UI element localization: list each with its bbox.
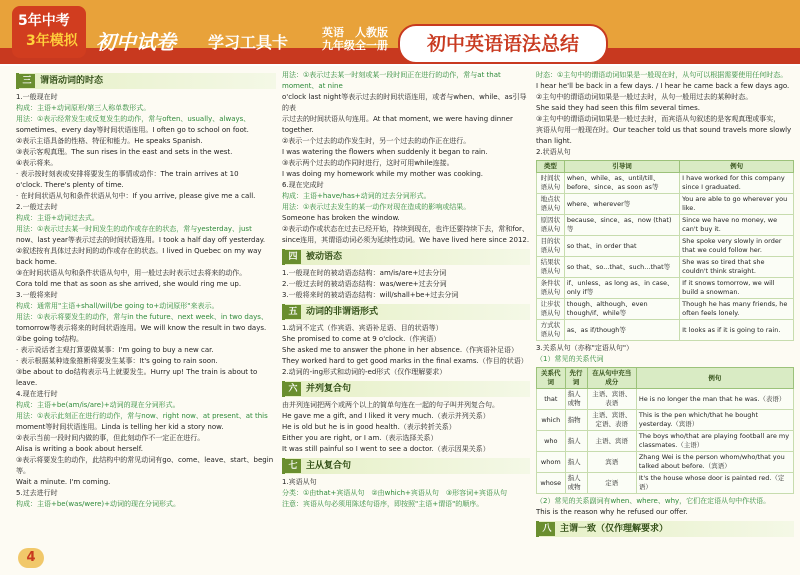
- text-line: 3.一般将来时: [16, 291, 58, 299]
- table-cell: 时间状语从句: [537, 173, 565, 194]
- text-line: · 表示按时刻表或安排将要发生的事情或动作：The train arrives at 10: [16, 170, 239, 178]
- text-line: 示过去的时间状语从句连用。At that moment, we were having dinner together.: [282, 115, 513, 134]
- text-line: back home.: [16, 258, 57, 266]
- section-header-6: [282, 381, 530, 397]
- text-line: · 表示说话者主观打算要做某事：I'm going to buy a new car.: [16, 346, 214, 354]
- table-cell: whose: [537, 473, 566, 494]
- table-cell: whom: [537, 452, 566, 473]
- text-line: since连用，其谓语动词必须为延续性动词。We have lived here since 2012.: [282, 236, 530, 244]
- table-cell: 主语、宾语: [587, 431, 636, 452]
- text-line: She asked me to answer the phone in her absence.（作宾语补足语）: [282, 346, 519, 354]
- section-title: 并列复合句: [306, 383, 352, 394]
- table-cell: She spoke very slowly in order that we could follow her.: [680, 236, 794, 257]
- text-line: 由并列连词把两个或两个以上的简单句连在一起的句子叫并列复合句。: [282, 401, 499, 409]
- text-line: ②表示一个过去的动作发生时，另一个过去的动作正在进行。: [282, 137, 471, 145]
- text-line: 用法：①表示过去发生的某一动作对现在造成的影响或结果。: [282, 203, 471, 211]
- section-title: 谓语动词的时态: [40, 75, 104, 86]
- complex-notes: [282, 477, 530, 510]
- table-row: [537, 452, 794, 473]
- table-row: [537, 257, 794, 278]
- text-line: I was watering the flowers when suddenly it began to rain.: [282, 148, 488, 156]
- text-line: tomorrow等表示将来的时间状语连用。We will know the result in two days.: [16, 324, 267, 332]
- text-line: I hear he'll be back in a few days. / I hear he came back a few days ago.: [536, 82, 790, 90]
- table-cell: 方式状语从句: [537, 320, 565, 341]
- text-line: Alisa is writing a book about herself.: [16, 445, 143, 453]
- text-line: ③表示两个过去的动作同时进行，这时可用while连接。: [282, 159, 454, 167]
- table-cell: This is the pen which/that he bought yesterday.（宾语）: [636, 410, 793, 431]
- column-right: [536, 70, 794, 560]
- text-line: ②主句中的谓语动词如果是一般过去时，从句一般用过去的某种时态。: [536, 93, 753, 101]
- text-line: ③主句中的谓语动词如果是一般过去时，而宾语从句叙述的是客观真理或事实，: [536, 115, 781, 123]
- text-line: 用法：①表示将要发生的动作，常与in the future、next week、in two days、: [16, 313, 268, 321]
- table-row: [537, 236, 794, 257]
- text-line: 1.一般现在时: [16, 93, 58, 101]
- text-line: ③在时间状语从句和条件状语从句中，用一般过去时表示过去将来的动作。: [16, 269, 247, 277]
- non-finite-notes: [282, 323, 530, 378]
- text-line: moment等时间状语连用。Linda is telling her kid a story now.: [16, 423, 224, 431]
- text-line: 构成：主语+have/has+动词的过去分词形式。: [282, 192, 431, 200]
- text-line: 1.宾语从句: [282, 478, 317, 486]
- table-header-cell: 在从句中充当成分: [587, 368, 636, 389]
- text-line: ④表示将来。: [16, 159, 58, 167]
- column-left: [16, 70, 276, 560]
- section-title: 主从复合句: [306, 460, 352, 471]
- text-line: ②表示当前一段时间内做的事，但此刻动作不一定正在进行。: [16, 434, 205, 442]
- table-cell: 地点状语从句: [537, 194, 565, 215]
- table-cell: 指人或物: [565, 389, 587, 410]
- text-line: It was still painful so I went to see a doctor.（表示因果关系）: [282, 445, 490, 453]
- text-line: 注意：宾语从句必须用陈述句语序，即按照"主语+谓语"的顺序。: [282, 500, 484, 508]
- section-number: 八: [539, 522, 555, 536]
- table-cell: You are able to go wherever you like.: [680, 194, 794, 215]
- table-cell: 定语: [587, 473, 636, 494]
- table-cell: 结果状语从句: [537, 257, 565, 278]
- section-title: 被动语态: [306, 251, 343, 262]
- text-line: sometimes、every day等时间状语连用。I often go to school on foot.: [16, 126, 249, 134]
- relative-adverb-example: This is the reason why he refused our offer.: [536, 508, 688, 516]
- table-row: [537, 194, 794, 215]
- table-row: [537, 278, 794, 299]
- text-line: ②be going to结构。: [16, 335, 84, 343]
- text-line: · 表示根据某种迹象推断将要发生某事：It's going to rain soon.: [16, 357, 218, 365]
- table-cell: 指人: [565, 452, 587, 473]
- meta-line2: 九年级全一册: [322, 39, 388, 52]
- object-clause-notes: [536, 70, 794, 158]
- table-cell: The boys who/that are playing football are my classmates.（主语）: [636, 431, 793, 452]
- table-cell: 目的状语从句: [537, 236, 565, 257]
- table-cell: 条件状语从句: [537, 278, 565, 299]
- text-line: He gave me a gift, and I liked it very much.（表示并列关系）: [282, 412, 490, 420]
- text-line: 4.现在进行时: [16, 390, 58, 398]
- text-line: 5.过去进行时: [16, 489, 58, 497]
- table-cell: It looks as if it is going to rain.: [680, 320, 794, 341]
- text-line: ②表示主语具备的性格、特征和能力。He speaks Spanish.: [16, 137, 203, 145]
- table-cell: where、wherever等: [564, 194, 679, 215]
- table-row: [537, 389, 794, 410]
- relative-clause-intro: 3.关系从句（亦称"定语从句"）: [536, 344, 634, 352]
- table-header-cell: 例句: [680, 161, 794, 173]
- logo-line1: 5年中考: [18, 13, 70, 29]
- text-line: ③表示将要发生的动作，此结构中的常见动词有go、come、leave、start、begin等。: [16, 456, 274, 475]
- page-number: 4: [18, 548, 44, 568]
- table-header-cell: 先行词: [565, 368, 587, 389]
- text-line: He is old but he is in good health.（表示转折关系）: [282, 423, 456, 431]
- section-title: 主谓一致（仅作理解要求）: [560, 523, 669, 534]
- section-header-4: [282, 249, 530, 265]
- table-cell: She was so tired that she couldn't think straight.: [680, 257, 794, 278]
- text-line: 宾语从句用一般现在时。Our teacher told us that sound travels more slowly than light.: [536, 126, 792, 145]
- series-name: 初中试卷: [96, 30, 176, 54]
- table-cell: if、unless、as long as、in case、only if等: [564, 278, 679, 299]
- table-cell: Though he has many friends, he often feels lonely.: [680, 299, 794, 320]
- section-number: 六: [285, 382, 301, 396]
- table-cell: If it snows tomorrow, we will build a snowman.: [680, 278, 794, 299]
- table-row: [537, 299, 794, 320]
- table-cell: 原因状语从句: [537, 215, 565, 236]
- text-line: 构成：主语+be(was/were)+动词的现在分词形式。: [16, 500, 181, 508]
- section-title: 动词的非谓语形式: [306, 306, 379, 317]
- text-line: 2.动词的-ing形式和动词的-ed形式（仅作理解要求）: [282, 368, 447, 376]
- text-line: 构成：主语+be(am/is/are)+动词的现在分词形式。: [16, 401, 180, 409]
- text-line: ②叙述按有具体过去时间的动作或存在的状态。I lived in Quebec on my way: [16, 247, 262, 255]
- text-line: 2.状语从句: [536, 148, 571, 156]
- text-line: She promised to come at 9 o'clock.（作宾语）: [282, 335, 441, 343]
- text-line: o'clock. There's plenty of time.: [16, 181, 124, 189]
- text-line: 用法：①表示此刻正在进行的动作，常与now、right now、at present、at this: [16, 412, 268, 420]
- text-line: Someone has broken the window.: [282, 214, 400, 222]
- text-line: 构成：通常用"主语+shall/will/be going to+动词原形"来表示。: [16, 302, 219, 310]
- text-line: 2.一般过去时: [16, 203, 58, 211]
- adverbial-clause-table: [536, 160, 794, 341]
- column-middle: [282, 70, 530, 560]
- table-header-cell: 引导词: [564, 161, 679, 173]
- table-cell: who: [537, 431, 566, 452]
- text-line: ②表示动作或状态在过去已经开始，持续到现在，也许还要持续下去，常和for、: [282, 225, 529, 233]
- text-line: 时态：①主句中的谓语动词如果是一般现在时，从句可以根据需要使用任何时态。: [536, 71, 788, 79]
- section-number: 四: [285, 250, 301, 264]
- table-cell: Zhang Wei is the person whom/who/that you talked about before.（宾语）: [636, 452, 793, 473]
- relative-pronoun-table: [536, 367, 794, 494]
- text-line: 2.一般过去时的被动语态结构：was/were+过去分词: [282, 280, 447, 288]
- table-cell: I have worked for this company since I graduated.: [680, 173, 794, 194]
- table-row: [537, 320, 794, 341]
- table-cell: He is no longer the man that he was.（表语）: [636, 389, 793, 410]
- table-cell: 指人或物: [565, 473, 587, 494]
- text-line: 构成：主语+动词原形/第三人称单数形式。: [16, 104, 151, 112]
- table-header-row: [537, 161, 794, 173]
- text-line: I was doing my homework while my mother was cooking.: [282, 170, 484, 178]
- text-line: 1.一般现在时的被动语态结构：am/is/are+过去分词: [282, 269, 447, 277]
- text-line: They worked hard to get good marks in the final exams.（作目的状语）: [282, 357, 528, 365]
- logo-line2: 3年模拟: [26, 33, 78, 49]
- section-number: 七: [285, 459, 301, 473]
- section-header-7: [282, 458, 530, 474]
- book-meta: [322, 26, 388, 52]
- section-number: 五: [285, 305, 301, 319]
- relative-adverb-note: （2）常见的关系副词有when、where、why，它们在定语从句中作状语。: [536, 497, 771, 505]
- text-line: · 在时间状语从句和条件状语从句中：If you arrive, please give me a call.: [16, 192, 256, 200]
- text-line: 1.动词不定式（作宾语、宾语补足语、目的状语等）: [282, 324, 443, 332]
- table-cell: though、although、even though/if、while等: [564, 299, 679, 320]
- table-row: [537, 431, 794, 452]
- table-cell: 宾语: [587, 452, 636, 473]
- table-cell: which: [537, 410, 566, 431]
- text-line: now、last year等表示过去的时间状语连用。I took a half day off yesterday.: [16, 236, 266, 244]
- text-line: 分类：①由that+宾语从句 ②由which+宾语从句 ③形容词+宾语从句: [282, 489, 508, 497]
- text-line: She said they had seen this film several times.: [536, 104, 700, 112]
- table-cell: so that、so...that、such...that等: [564, 257, 679, 278]
- section-header-5: [282, 304, 530, 320]
- text-line: 用法：①表示过去某一时刻或某一段时间正在进行的动作，常与at that moment、at nine: [282, 71, 501, 90]
- text-line: Cora told me that as soon as she arrived, she would ring me up.: [16, 280, 242, 288]
- text-line: Wait a minute. I'm coming.: [16, 478, 111, 486]
- table-cell: 主语、宾语、表语: [587, 389, 636, 410]
- series-logo: [12, 6, 86, 58]
- text-line: 构成：主语+动词过去式。: [16, 214, 99, 222]
- table-cell: as、as if/though等: [564, 320, 679, 341]
- table-header-cell: 关系代词: [537, 368, 566, 389]
- page-title: 初中英语语法总结: [398, 24, 608, 64]
- table-row: [537, 410, 794, 431]
- table-row: [537, 215, 794, 236]
- table-cell: 指物: [565, 410, 587, 431]
- tool-card-label: 学习工具卡: [208, 33, 289, 52]
- table-cell: It's the house whose door is painted red.（定语）: [636, 473, 793, 494]
- text-line: ③表示客观真理。The sun rises in the east and sets in the west.: [16, 148, 233, 156]
- section-number: 三: [19, 74, 35, 88]
- tense-notes: [16, 92, 276, 510]
- table-cell: 指人: [565, 431, 587, 452]
- relative-pronoun-heading: （1）常见的关系代词: [536, 355, 604, 363]
- text-line: Either you are right, or I am.（表示选择关系）: [282, 434, 438, 442]
- text-line: 3.一般将来时的被动语态结构：will/shall+be+过去分词: [282, 291, 459, 299]
- section-header-3: [16, 73, 276, 89]
- text-line: 6.现在完成时: [282, 181, 324, 189]
- table-cell: that: [537, 389, 566, 410]
- table-cell: 让步状语从句: [537, 299, 565, 320]
- table-cell: because、since、as、now (that)等: [564, 215, 679, 236]
- table-cell: 主语、宾语、定语、表语: [587, 410, 636, 431]
- section-header-8: [536, 521, 794, 537]
- table-cell: when、while、as、until/till、before、since、as soon as等: [564, 173, 679, 194]
- tense-notes-cont: [282, 70, 530, 246]
- table-row: [537, 173, 794, 194]
- text-line: o'clock last night等表示过去的时间状语连用，或者与when、while、as引导的表: [282, 93, 527, 112]
- text-line: 用法：①表示过去某一时间发生的动作或存在的状态，常与yesterday、just: [16, 225, 252, 233]
- table-row: [537, 473, 794, 494]
- meta-line1: 英语 人教版: [322, 26, 388, 39]
- page-header: [0, 0, 800, 64]
- compound-notes: [282, 400, 530, 455]
- table-header-row: [537, 368, 794, 389]
- table-cell: so that、in order that: [564, 236, 679, 257]
- table-cell: Since we have no money, we can't buy it.: [680, 215, 794, 236]
- table-header-cell: 类型: [537, 161, 565, 173]
- table-header-cell: 例句: [636, 368, 793, 389]
- text-line: ③be about to do结构表示马上就要发生。Hurry up! The train is about to leave.: [16, 368, 258, 387]
- passive-notes: [282, 268, 530, 301]
- text-line: 用法：①表示经常发生或反复发生的动作，常与often、usually、always、: [16, 115, 251, 123]
